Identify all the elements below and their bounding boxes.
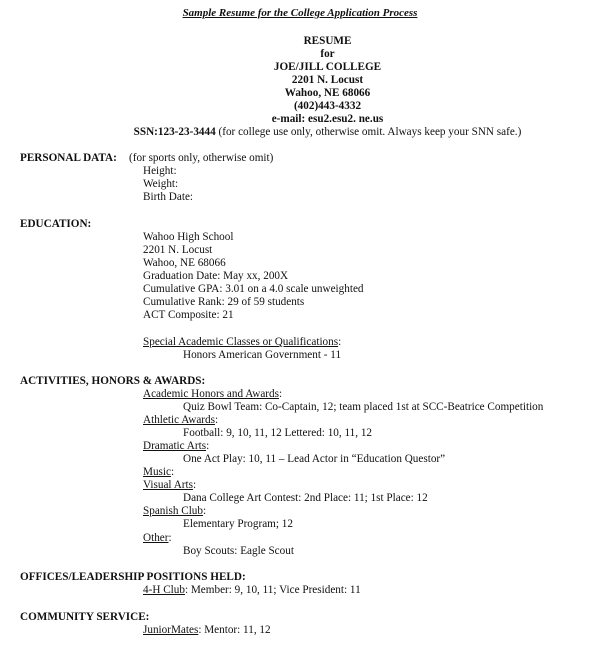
act-composite: ACT Composite: 21 (143, 309, 234, 321)
special-classes-label (143, 336, 341, 349)
spanish-club-text: Spanish Club (143, 505, 203, 517)
school-street: 2201 N. Locust (143, 244, 213, 256)
for-word: for (320, 48, 335, 60)
school-name: Wahoo High School (143, 231, 234, 243)
music-text: Music (143, 466, 171, 478)
athletic-awards-text: Athletic Awards (143, 414, 215, 426)
academic-honors-label (143, 388, 282, 401)
club-name: 4-H Club (143, 584, 185, 596)
visual-arts-colon: : (192, 479, 197, 491)
athletic-awards-item: Football: 9, 10, 11, 12 Lettered: 10, 11, 12 (183, 427, 373, 439)
height-field: Height: (143, 165, 177, 177)
personal-data-section-title (20, 152, 117, 165)
offices-heading: OFFICES/LEADERSHIP POSITIONS HELD: (20, 571, 246, 583)
cumulative-rank: Cumulative Rank: 29 of 59 students (143, 296, 305, 308)
juniormates-line (143, 624, 271, 637)
dramatic-arts-item: One Act Play: 10, 11 – Lead Actor in “Education Questor” (183, 453, 446, 465)
athletic-awards-label (143, 414, 218, 427)
club-line (143, 584, 361, 597)
athletic-awards-colon: : (215, 414, 219, 426)
other-label (143, 532, 172, 545)
phone-number: (402)443-4332 (293, 100, 362, 112)
spanish-club-item: Elementary Program; 12 (183, 518, 293, 530)
spanish-club-colon: : (203, 505, 207, 517)
ssn-line (0, 126, 600, 139)
special-classes-label-text: Special Academic Classes or Qualifications (143, 336, 339, 348)
club-details: : Member: 9, 10, 11; Vice President: 11 (184, 584, 361, 596)
ssn-label: SSN:123-23-3444 (133, 126, 216, 138)
education-heading: EDUCATION: (20, 218, 92, 230)
personal-data-heading: PERSONAL DATA: (20, 152, 117, 164)
dramatic-arts-label (143, 440, 209, 453)
email-address: e-mail: esu2.esu2. ne.us (271, 113, 384, 125)
graduation-date: Graduation Date: May xx, 200X (143, 270, 289, 282)
special-classes-colon: : (338, 336, 342, 348)
street-address: 2201 N. Locust (291, 74, 364, 86)
visual-arts-text: Visual Arts (143, 479, 193, 491)
dramatic-arts-colon: : (206, 440, 210, 452)
resume-heading: RESUME (303, 35, 352, 47)
academic-honors-text: Academic Honors and Awards (143, 388, 279, 400)
visual-arts-label (143, 479, 196, 492)
spanish-club-label (143, 505, 206, 518)
music-colon: : (170, 466, 175, 478)
visual-arts-item: Dana College Art Contest: 2nd Place: 11; 1st Place: 12 (183, 492, 428, 504)
other-colon: : (168, 532, 172, 544)
juniormates-name: JuniorMates (143, 624, 199, 636)
personal-data-note: (for sports only, otherwise omit) (129, 152, 274, 164)
other-text: Other (143, 532, 169, 544)
weight-field: Weight: (143, 178, 179, 190)
special-classes-item: Honors American Government - 11 (183, 349, 342, 361)
juniormates-details: : Mentor: 11, 12 (198, 624, 271, 636)
birth-date-field: Birth Date: (143, 191, 194, 203)
cumulative-gpa: Cumulative GPA: 3.01 on a 4.0 scale unweighted (143, 283, 364, 295)
document-title: Sample Resume for the College Application Process (182, 7, 418, 19)
city-state-zip: Wahoo, NE 68066 (284, 87, 371, 99)
other-item: Boy Scouts: Eagle Scout (183, 545, 294, 557)
dramatic-arts-text: Dramatic Arts (143, 440, 207, 452)
applicant-name: JOE/JILL COLLEGE (273, 61, 382, 73)
activities-heading: ACTIVITIES, HONORS & AWARDS: (20, 375, 206, 387)
resume-header (0, 35, 600, 126)
academic-honors-item: Quiz Bowl Team: Co-Captain, 12; team placed 1st at SCC-Beatrice Competition (183, 401, 544, 413)
ssn-note: (for college use only, otherwise omit. Always keep your SNN safe.) (215, 126, 522, 138)
music-label (143, 466, 174, 479)
community-service-heading: COMMUNITY SERVICE: (20, 611, 150, 623)
school-city: Wahoo, NE 68066 (143, 257, 226, 269)
academic-honors-colon: : (278, 388, 283, 400)
